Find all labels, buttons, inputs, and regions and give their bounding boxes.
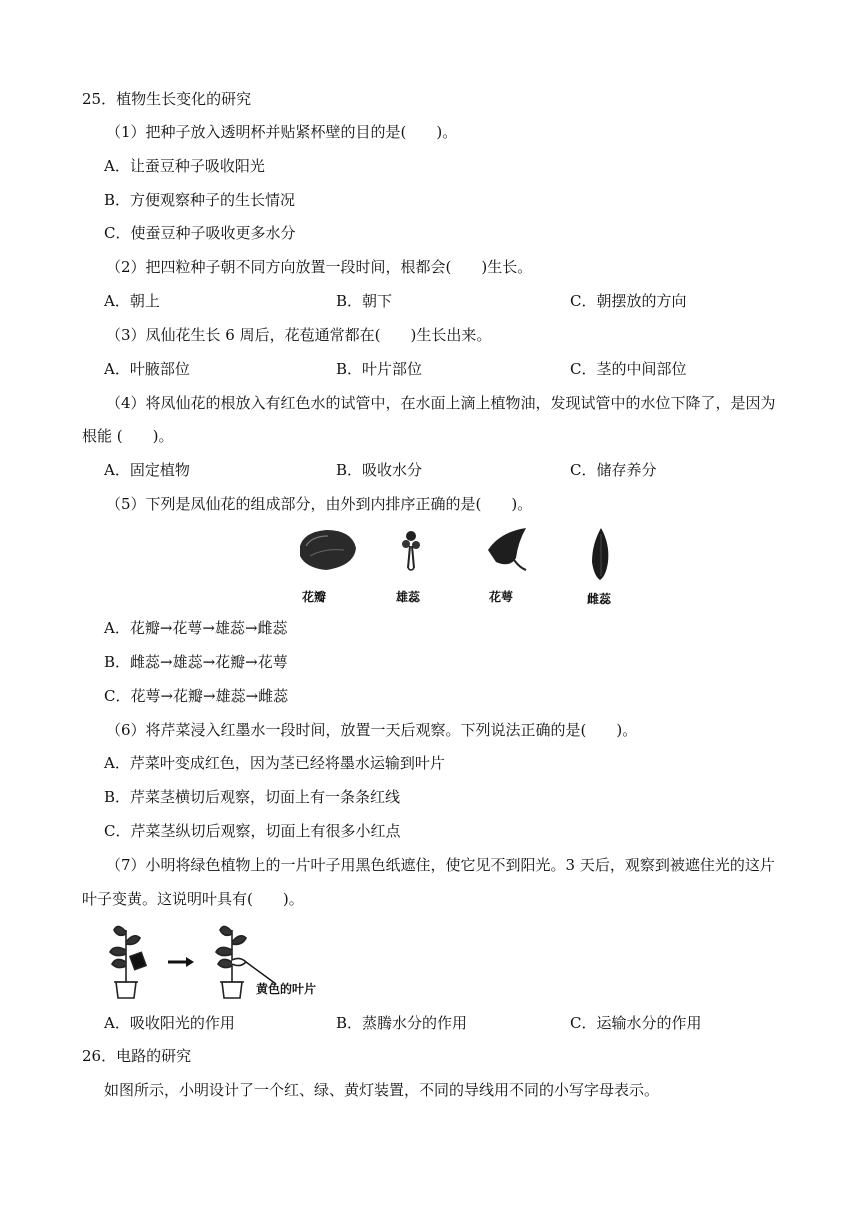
q25-3-stem: （3）凤仙花生长 6 周后，花苞通常都在( )生长出来。	[106, 326, 492, 344]
figure-label-yellow-leaf: 黄色的叶片	[256, 982, 317, 996]
q25-7-stem-line2: 叶子变黄。这说明叶具有( )。	[82, 890, 304, 908]
q25-5-stem: （5）下列是凤仙花的组成部分，由外到内排序正确的是( )。	[106, 495, 533, 513]
q25-7-option-b: B．蒸腾水分的作用	[336, 1014, 468, 1032]
q25-5-option-a: A．花瓣→花萼→雄蕊→雌蕊	[104, 619, 288, 637]
pistil-icon	[592, 528, 608, 580]
q25-4-option-a: A．固定植物	[104, 461, 190, 479]
q26-intro: 如图所示，小明设计了一个红、绿、黄灯装置，不同的导线用不同的小写字母表示。	[104, 1081, 660, 1099]
q25-4-option-c: C．储存养分	[570, 461, 657, 479]
q25-4-option-b: B．吸收水分	[336, 461, 423, 479]
q25-2-option-a: A．朝上	[104, 292, 160, 310]
q25-5-option-c: C．花萼→花瓣→雄蕊→雌蕊	[104, 687, 289, 705]
question-26-title: 26．电路的研究	[82, 1047, 192, 1065]
flower-parts-figure	[290, 522, 630, 606]
figure-label-petal: 花瓣	[302, 590, 327, 604]
q25-6-option-a: A．芹菜叶变成红色，因为茎已经将墨水运输到叶片	[104, 754, 445, 772]
figure-label-stamen: 雄蕊	[396, 590, 421, 604]
q25-7-stem-line1: （7）小明将绿色植物上的一片叶子用黑色纸遮住，使它见不到阳光。3 天后，观察到被遮住光的这片	[106, 856, 775, 874]
q25-2-option-c: C．朝摆放的方向	[570, 292, 687, 310]
q25-6-option-b: B．芹菜茎横切后观察，切面上有一条条红线	[104, 788, 401, 806]
sepal-icon	[488, 528, 526, 570]
arrow-right-icon	[168, 957, 194, 967]
q25-3-option-a: A．叶腋部位	[104, 360, 190, 378]
q25-5-option-b: B．雌蕊→雄蕊→花瓣→花萼	[104, 653, 288, 671]
plant-covered-leaf-icon	[110, 926, 146, 998]
q25-1-option-c: C．使蚕豆种子吸收更多水分	[104, 224, 296, 242]
q25-2-option-b: B．朝下	[336, 292, 393, 310]
q25-7-option-a: A．吸收阳光的作用	[104, 1014, 235, 1032]
q25-2-stem: （2）把四粒种子朝不同方向放置一段时间，根都会( )生长。	[106, 258, 533, 276]
q25-1-stem: （1）把种子放入透明杯并贴紧杯壁的目的是( )。	[106, 123, 458, 141]
q25-4-stem-line1: （4）将凤仙花的根放入有红色水的试管中，在水面上滴上植物油，发现试管中的水位下降了，是因为	[106, 394, 776, 412]
figure-label-sepal: 花萼	[489, 590, 514, 604]
q25-1-option-b: B．方便观察种子的生长情况	[104, 191, 296, 209]
petal-icon	[300, 530, 356, 570]
q25-4-stem-line2: 根能 ( )。	[82, 427, 174, 445]
q25-6-stem: （6）将芹菜浸入红墨水一段时间，放置一天后观察。下列说法正确的是( )。	[106, 721, 638, 739]
q25-7-option-c: C．运输水分的作用	[570, 1014, 702, 1032]
q25-3-option-b: B．叶片部位	[336, 360, 423, 378]
q25-1-option-a: A．让蚕豆种子吸收阳光	[104, 157, 265, 175]
q25-6-option-c: C．芹菜茎纵切后观察，切面上有很多小红点	[104, 822, 401, 840]
figure-label-pistil: 雌蕊	[587, 592, 612, 606]
stamen-icon	[402, 531, 420, 570]
question-25-title: 25．植物生长变化的研究	[82, 90, 252, 108]
leaf-covering-figure	[104, 920, 340, 1004]
q25-3-option-c: C．茎的中间部位	[570, 360, 687, 378]
flower-parts-illustration	[290, 522, 630, 584]
